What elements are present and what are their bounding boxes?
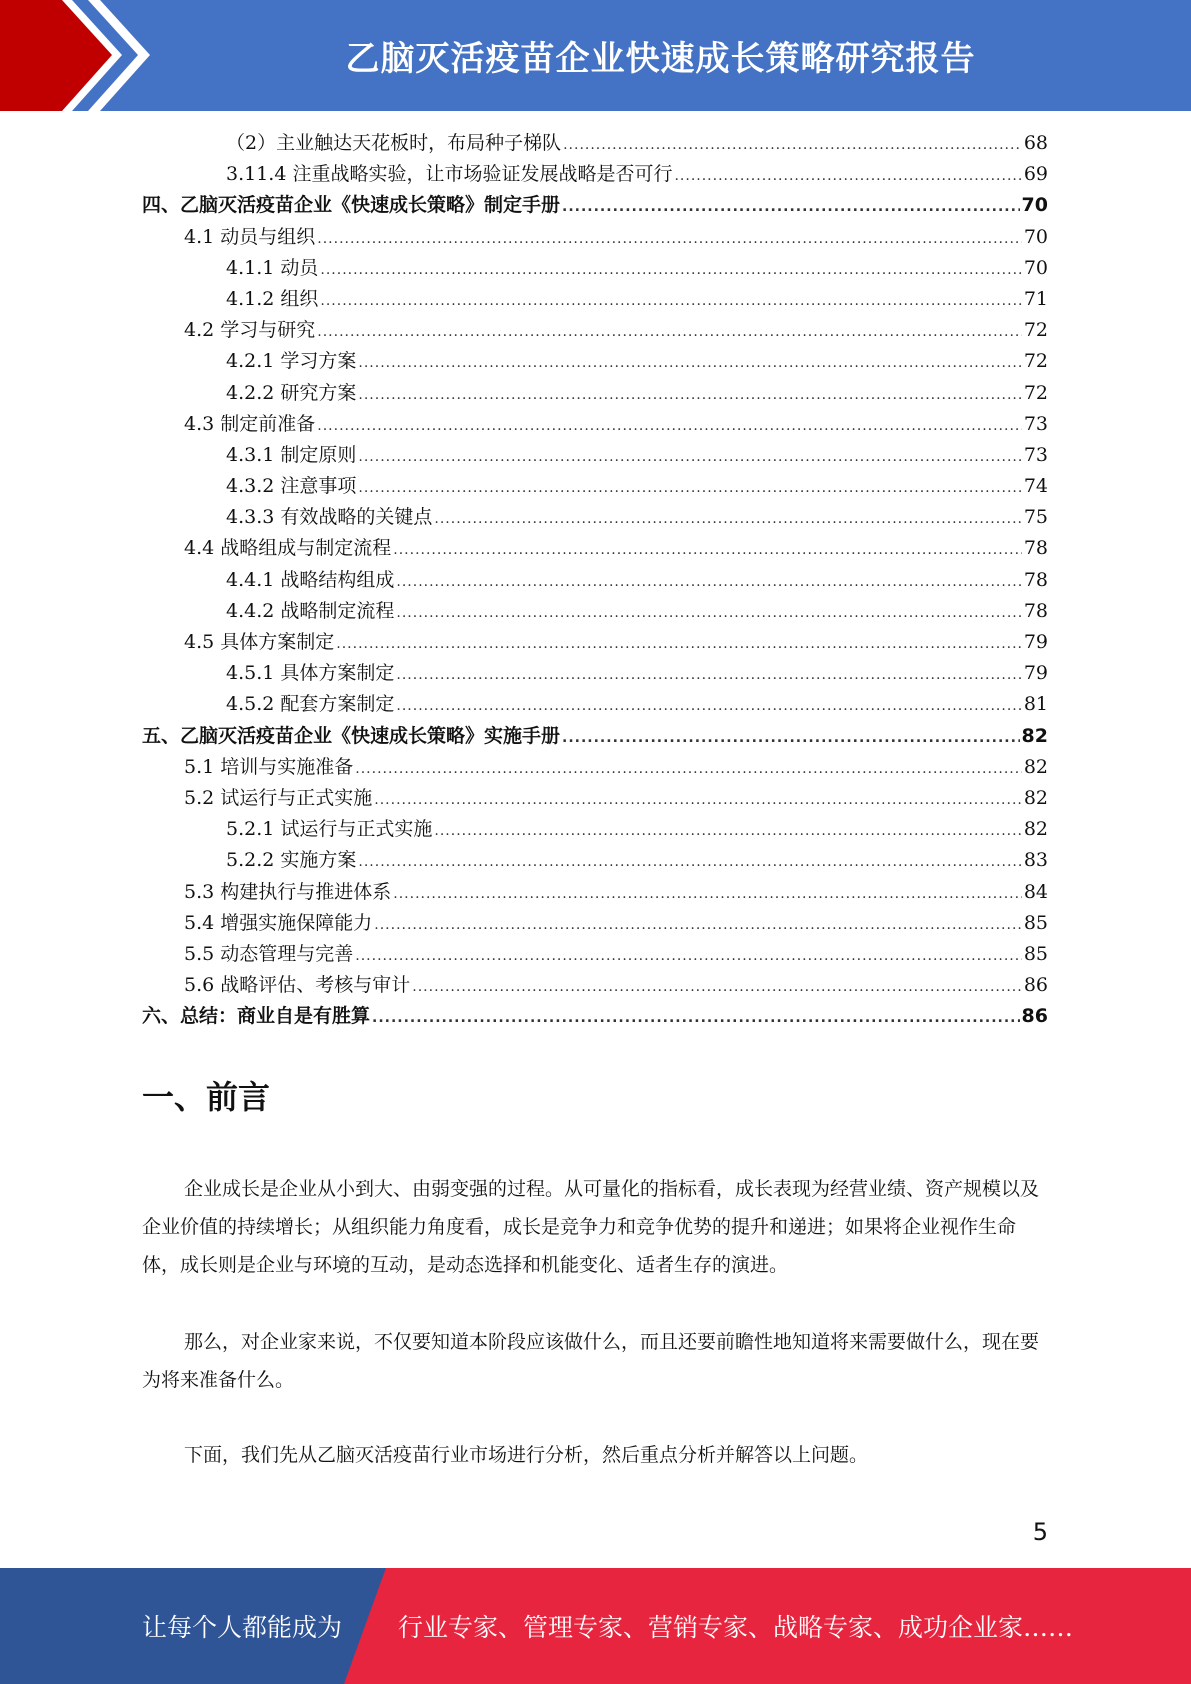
report-title: 乙脑灭活疫苗企业快速成长策略研究报告 — [345, 39, 976, 79]
toc-page-number: 79 — [1023, 631, 1048, 653]
toc-entry-title: 4.3.2 注意事项 — [226, 475, 357, 498]
toc-page-number: 82 — [1023, 818, 1048, 841]
toc-dot-leader — [372, 1010, 1020, 1026]
toc-entry[interactable] — [142, 128, 1048, 159]
toc-page-number: 83 — [1023, 849, 1048, 872]
toc-entry[interactable] — [142, 533, 1048, 564]
toc-entry-title: 4.4.2 战略制定流程 — [226, 599, 395, 622]
toc-page-number: 84 — [1023, 880, 1048, 903]
toc-page-number: 71 — [1023, 287, 1048, 310]
toc-page-number: 74 — [1023, 475, 1048, 498]
toc-entry[interactable] — [142, 877, 1048, 908]
toc-entry-title: （2）主业触达天花板时，布局种子梯队 — [226, 132, 562, 154]
toc-page-number: 72 — [1023, 350, 1048, 373]
toc-entry-title: 5.5 动态管理与完善 — [184, 942, 354, 965]
toc-dot-leader — [562, 730, 1020, 746]
toc-page-number: 69 — [1023, 163, 1048, 186]
toc-dot-leader — [374, 917, 1022, 933]
toc-entry[interactable] — [142, 284, 1048, 315]
toc-entry[interactable] — [142, 970, 1048, 1001]
toc-entry[interactable] — [142, 783, 1048, 814]
toc-entry[interactable] — [142, 471, 1048, 502]
toc-dot-leader — [396, 605, 1021, 621]
toc-entry-title: 4.3.1 制定原则 — [226, 443, 357, 466]
toc-entry[interactable] — [142, 190, 1048, 221]
toc-entry[interactable] — [142, 346, 1048, 377]
toc-entry-title: 4.1 动员与组织 — [184, 225, 316, 248]
toc-entry[interactable] — [142, 378, 1048, 409]
toc-entry[interactable] — [142, 658, 1048, 689]
toc-entry[interactable] — [142, 222, 1048, 253]
toc-entry-title: 5.2 试运行与正式实施 — [184, 786, 373, 809]
toc-page-number: 70 — [1023, 256, 1048, 279]
toc-page-number: 82 — [1023, 755, 1048, 778]
toc-entry-title: 4.5 具体方案制定 — [184, 631, 335, 653]
page-footer — [0, 1568, 1191, 1684]
body-paragraph: 下面，我们先从乙脑灭活疫苗行业市场进行分析，然后重点分析并解答以上问题。 — [184, 1444, 869, 1466]
toc-entry-title: 四、乙脑灭活疫苗企业《快速成长策略》制定手册 — [142, 194, 561, 217]
toc-dot-leader — [320, 262, 1021, 278]
footer-slogan-left: 让每个人都能成为 — [142, 1613, 343, 1642]
toc-dot-leader — [374, 792, 1022, 808]
toc-page-number: 70 — [1021, 194, 1048, 217]
toc-dot-leader — [562, 199, 1020, 215]
toc-page-number: 72 — [1023, 381, 1048, 404]
toc-entry-title: 4.1.2 组织 — [226, 287, 319, 310]
toc-entry[interactable] — [142, 159, 1048, 190]
toc-entry-title: 4.5.1 具体方案制定 — [226, 662, 395, 685]
toc-entry-title: 4.4.1 战略结构组成 — [226, 568, 395, 591]
toc-entry[interactable] — [142, 908, 1048, 939]
toc-page-number: 78 — [1023, 537, 1048, 560]
toc-entry[interactable] — [142, 627, 1048, 658]
toc-entry-title: 5.2.1 试运行与正式实施 — [226, 818, 433, 841]
toc-page-number: 75 — [1023, 506, 1048, 529]
toc-dot-leader — [317, 231, 1022, 247]
footer-slogan-right: 行业专家、管理专家、营销专家、战略专家、成功企业家…… — [398, 1613, 1074, 1642]
toc-entry[interactable] — [142, 845, 1048, 876]
toc-page-number: 78 — [1023, 599, 1048, 622]
toc-entry[interactable] — [142, 409, 1048, 440]
toc-entry[interactable] — [142, 939, 1048, 970]
toc-dot-leader — [358, 854, 1021, 870]
toc-entry-title: 4.2 学习与研究 — [184, 319, 316, 342]
toc-entry-title: 4.3 制定前准备 — [184, 412, 316, 435]
toc-page-number: 73 — [1023, 412, 1048, 435]
toc-dot-leader — [396, 574, 1021, 590]
toc-entry-title: 4.2.1 学习方案 — [226, 350, 357, 373]
toc-page-number: 79 — [1023, 662, 1048, 685]
toc-dot-leader — [355, 948, 1022, 964]
toc-dot-leader — [320, 293, 1021, 309]
toc-entry[interactable] — [142, 253, 1048, 284]
toc-page-number: 78 — [1023, 568, 1048, 591]
toc-dot-leader — [563, 137, 1022, 153]
toc-page-number: 82 — [1023, 786, 1048, 809]
toc-page-number: 82 — [1021, 724, 1048, 747]
toc-entry[interactable] — [142, 814, 1048, 845]
toc-entry-title: 5.1 培训与实施准备 — [184, 755, 354, 778]
toc-dot-leader — [358, 387, 1021, 403]
toc-entry[interactable] — [142, 596, 1048, 627]
toc-dot-leader — [674, 168, 1021, 184]
toc-entry-title: 5.4 增强实施保障能力 — [184, 911, 373, 934]
toc-dot-leader — [317, 418, 1022, 434]
toc-dot-leader — [393, 542, 1022, 558]
toc-dot-leader — [396, 667, 1021, 683]
toc-dot-leader — [336, 636, 1022, 652]
toc-dot-leader — [412, 979, 1022, 995]
body-paragraph: 那么，对企业家来说，不仅要知道本阶段应该做什么，而且还要前瞻性地知道将来需要做什么，现在要为将来准备什么。 — [142, 1331, 1040, 1391]
toc-entry-title: 3.11.4 注重战略实验，让市场验证发展战略是否可行 — [226, 163, 673, 186]
toc-entry[interactable] — [142, 752, 1048, 783]
toc-entry[interactable] — [142, 315, 1048, 346]
toc-page-number: 70 — [1023, 225, 1048, 248]
toc-entry-title: 5.6 战略评估、考核与审计 — [184, 974, 411, 997]
toc-page-number: 68 — [1023, 132, 1048, 154]
toc-entry-title: 5.3 构建执行与推进体系 — [184, 880, 392, 903]
toc-page-number: 72 — [1023, 319, 1048, 342]
toc-page-number: 85 — [1023, 942, 1048, 965]
toc-dot-leader — [434, 511, 1021, 527]
toc-dot-leader — [317, 324, 1022, 340]
toc-entry-title: 4.1.1 动员 — [226, 256, 319, 279]
toc-entry-title: 4.3.3 有效战略的关键点 — [226, 506, 433, 529]
toc-page-number: 85 — [1023, 911, 1048, 934]
toc-dot-leader — [358, 355, 1021, 371]
section-heading: 一、前言 — [142, 1078, 271, 1116]
toc-entry[interactable] — [142, 502, 1048, 533]
toc-dot-leader — [434, 823, 1021, 839]
toc-entry-title: 4.4 战略组成与制定流程 — [184, 537, 392, 560]
toc-entry-title: 六、总结：商业自是有胜算 — [142, 1005, 371, 1028]
toc-entry-title: 5.2.2 实施方案 — [226, 849, 357, 872]
toc-page-number: 86 — [1021, 1005, 1048, 1028]
toc-dot-leader — [396, 698, 1021, 714]
table-of-contents — [142, 128, 1048, 1032]
page-header — [0, 0, 1191, 111]
toc-entry-title: 4.2.2 研究方案 — [226, 381, 357, 404]
toc-page-number: 81 — [1023, 693, 1048, 716]
toc-entry-title: 4.5.2 配套方案制定 — [226, 693, 395, 716]
toc-entry[interactable] — [142, 440, 1048, 471]
toc-page-number: 73 — [1023, 443, 1048, 466]
body-paragraph: 企业成长是企业从小到大、由弱变强的过程。从可量化的指标看，成长表现为经营业绩、资产规模以及企业价值的持续增长；从组织能力角度看，成长是竞争力和竞争优势的提升和递进；如果将企业视作生命体，成长则是企业与环境的互动，是动态选择和机能变化、适者生存的演进。 — [142, 1178, 1040, 1276]
page-number: 5 — [1032, 1518, 1048, 1546]
toc-entry-title: 五、乙脑灭活疫苗企业《快速成长策略》实施手册 — [142, 724, 561, 747]
toc-entry[interactable] — [142, 565, 1048, 596]
toc-page-number: 86 — [1023, 974, 1048, 997]
toc-entry[interactable] — [142, 689, 1048, 720]
toc-entry[interactable] — [142, 1001, 1048, 1032]
toc-entry[interactable] — [142, 721, 1048, 752]
toc-dot-leader — [358, 449, 1021, 465]
toc-dot-leader — [393, 886, 1022, 902]
toc-dot-leader — [358, 480, 1021, 496]
toc-dot-leader — [355, 761, 1022, 777]
